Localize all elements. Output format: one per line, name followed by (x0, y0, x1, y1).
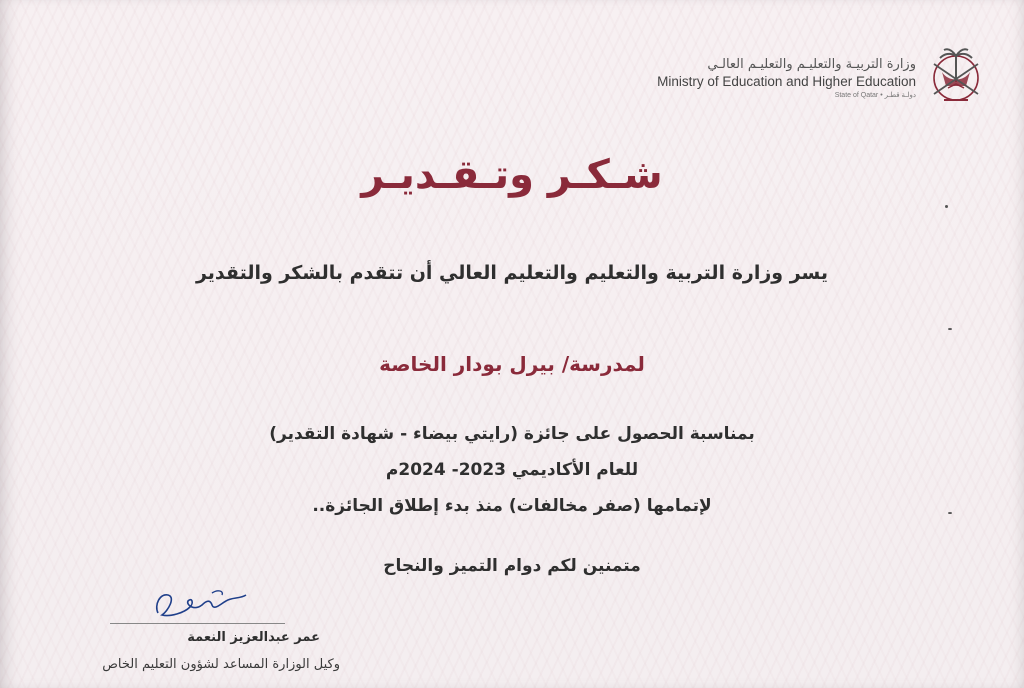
state-label: State of Qatar • دولـة قطـر (834, 92, 916, 99)
occasion-line-3: لإتمامها (صفر مخالفات) منذ بدء إطلاق الجائزة.. (312, 496, 712, 516)
signatory-name: عمر عبدالعزيز النعمة (187, 630, 320, 645)
recipient-name: لمدرسة/ بيرل بودار الخاصة (379, 352, 645, 376)
occasion-line-2: للعام الأكاديمي 2023- 2024م (385, 460, 639, 480)
intro-text: يسر وزارة التربية والتعليم والتعليم العالي أن تتقدم بالشكر والتقدير (195, 262, 829, 284)
ministry-name (616, 58, 916, 99)
paper-speck (945, 205, 948, 208)
handwritten-signature-icon (150, 585, 260, 621)
wishes-text: متمنين لكم دوام التميز والنجاح (383, 556, 641, 576)
certificate-title: شـكـر وتـقـديـر (361, 152, 663, 198)
occasion-line-1: بمناسبة الحصول على جائزة (رايتي بيضاء - شهادة التقدير) (269, 424, 755, 444)
ministry-name-arabic: وزارة التربيـة والتعليـم والتعليـم العالـي (707, 57, 916, 72)
ministry-name-english: Ministry of Education and Higher Education (657, 74, 916, 89)
ministry-logo-block (606, 42, 986, 112)
paper-speck (948, 328, 952, 330)
signatory-title: وكيل الوزارة المساعد لشؤون التعليم الخاص (102, 657, 340, 672)
qatar-emblem-icon (926, 42, 986, 112)
paper-speck (948, 512, 952, 514)
signature-line (110, 623, 285, 624)
